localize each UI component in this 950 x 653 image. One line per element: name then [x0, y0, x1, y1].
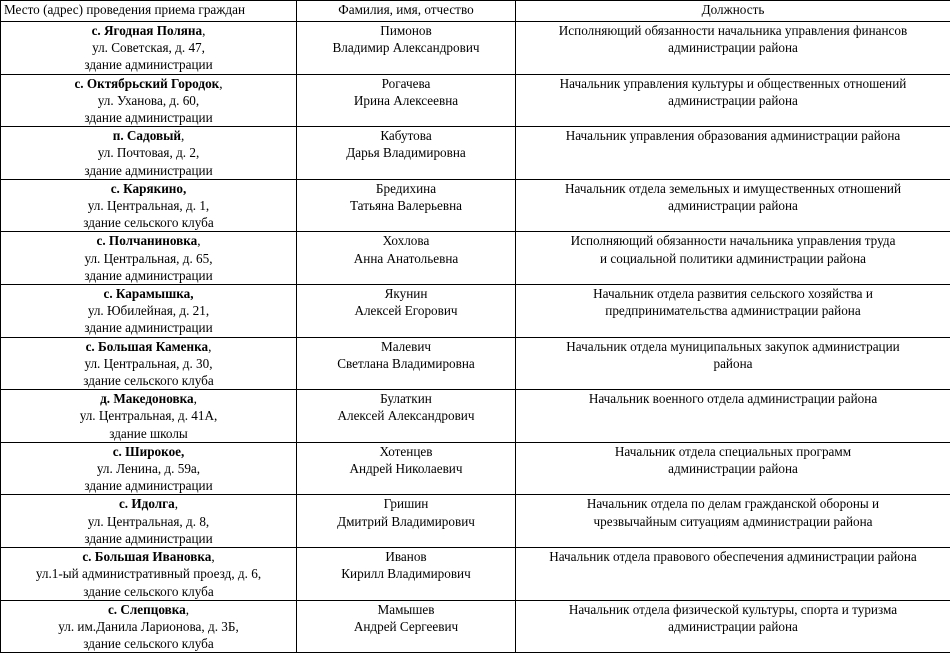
- place-cell: [1, 74, 297, 127]
- person-given-names: Алексей Александрович: [299, 407, 513, 424]
- street-address: ул. Центральная, д. 41А,: [3, 407, 294, 424]
- settlement-suffix: ,: [194, 391, 197, 406]
- person-given-names: Дмитрий Владимирович: [299, 513, 513, 530]
- person-surname: Кабутова: [299, 127, 513, 144]
- building-name: здание сельского клуба: [3, 635, 294, 652]
- settlement-name: д. Македоновка: [100, 391, 194, 406]
- settlement-suffix: ,: [181, 128, 184, 143]
- position-line-1: Исполняющий обязанности начальника управления труда: [518, 232, 948, 249]
- settlement-line: [3, 22, 294, 39]
- street-address: ул. Ленина, д. 59а,: [3, 460, 294, 477]
- position-cell: [516, 337, 950, 390]
- settlement-name: с. Большая Ивановка: [82, 549, 211, 564]
- position-cell: [516, 74, 950, 127]
- settlement-name: с. Октябрьский Городок: [74, 76, 219, 91]
- table-row: [1, 390, 950, 443]
- person-surname: Рогачева: [299, 75, 513, 92]
- table-row: [1, 232, 950, 285]
- street-address: ул. Центральная, д. 1,: [3, 197, 294, 214]
- place-cell: [1, 127, 297, 180]
- street-address: ул. Уханова, д. 60,: [3, 92, 294, 109]
- position-line-2: предпринимательства администрации района: [518, 302, 948, 319]
- building-name: здание администрации: [3, 267, 294, 284]
- table-row: [1, 548, 950, 601]
- street-address: ул. Центральная, д. 8,: [3, 513, 294, 530]
- position-line-2: района: [518, 355, 948, 372]
- settlement-line: [3, 443, 294, 460]
- position-line-1: Начальник отдела правового обеспечения администрации района: [518, 548, 948, 565]
- person-surname: Малевич: [299, 338, 513, 355]
- settlement-suffix: ,: [186, 602, 189, 617]
- settlement-line: [3, 285, 294, 302]
- settlement-name: с. Полчаниновка: [96, 233, 197, 248]
- settlement-suffix: ,: [208, 339, 211, 354]
- position-cell: [516, 548, 950, 601]
- person-cell: [297, 127, 516, 180]
- settlement-suffix: ,: [211, 549, 214, 564]
- position-line-1: Начальник отдела по делам гражданской обороны и: [518, 495, 948, 512]
- position-cell: [516, 127, 950, 180]
- header-name: Фамилия, имя, отчество: [297, 1, 516, 22]
- table-body: [1, 22, 950, 653]
- table-row: [1, 495, 950, 548]
- person-given-names: Андрей Николаевич: [299, 460, 513, 477]
- position-line-1: Начальник отдела развития сельского хозяйства и: [518, 285, 948, 302]
- building-name: здание администрации: [3, 477, 294, 494]
- position-line-1: Начальник военного отдела администрации района: [518, 390, 948, 407]
- table-row: [1, 600, 950, 653]
- position-cell: [516, 285, 950, 338]
- position-line-2: администрации района: [518, 460, 948, 477]
- building-name: здание администрации: [3, 530, 294, 547]
- position-cell: [516, 442, 950, 495]
- position-line-2: администрации района: [518, 39, 948, 56]
- person-surname: Мамышев: [299, 601, 513, 618]
- street-address: ул.1-ый административный проезд, д. 6,: [3, 565, 294, 582]
- position-line-1: Начальник отдела физической культуры, спорта и туризма: [518, 601, 948, 618]
- person-cell: [297, 337, 516, 390]
- building-name: здание школы: [3, 425, 294, 442]
- settlement-name: с. Слепцовка: [108, 602, 186, 617]
- place-cell: [1, 442, 297, 495]
- table-row: [1, 337, 950, 390]
- position-line-2: чрезвычайным ситуациям администрации района: [518, 513, 948, 530]
- position-line-1: Начальник управления образования администрации района: [518, 127, 948, 144]
- table-row: [1, 127, 950, 180]
- place-cell: [1, 179, 297, 232]
- position-cell: [516, 22, 950, 75]
- building-name: здание сельского клуба: [3, 214, 294, 231]
- settlement-line: [3, 338, 294, 355]
- settlement-suffix: ,: [197, 233, 200, 248]
- position-line-1: Начальник отдела земельных и имущественных отношений: [518, 180, 948, 197]
- settlement-name: с. Карамышка,: [103, 286, 193, 301]
- table-row: [1, 442, 950, 495]
- settlement-name: п. Садовый: [113, 128, 181, 143]
- header-position: Должность: [516, 1, 950, 22]
- position-cell: [516, 600, 950, 653]
- settlement-line: [3, 601, 294, 618]
- position-cell: [516, 390, 950, 443]
- person-given-names: Татьяна Валерьевна: [299, 197, 513, 214]
- person-given-names: Андрей Сергеевич: [299, 618, 513, 635]
- settlement-line: [3, 127, 294, 144]
- person-cell: [297, 390, 516, 443]
- person-given-names: Светлана Владимировна: [299, 355, 513, 372]
- settlement-line: [3, 232, 294, 249]
- person-surname: Булаткин: [299, 390, 513, 407]
- place-cell: [1, 390, 297, 443]
- person-cell: [297, 179, 516, 232]
- place-cell: [1, 495, 297, 548]
- person-surname: Иванов: [299, 548, 513, 565]
- person-cell: [297, 495, 516, 548]
- person-surname: Гришин: [299, 495, 513, 512]
- person-cell: [297, 285, 516, 338]
- person-given-names: Владимир Александрович: [299, 39, 513, 56]
- settlement-name: с. Идолга: [119, 496, 175, 511]
- person-surname: Пимонов: [299, 22, 513, 39]
- person-surname: Хохлова: [299, 232, 513, 249]
- place-cell: [1, 285, 297, 338]
- position-cell: [516, 495, 950, 548]
- table-header-row: [1, 1, 950, 22]
- place-cell: [1, 337, 297, 390]
- position-line-1: Начальник управления культуры и общественных отношений: [518, 75, 948, 92]
- settlement-line: [3, 390, 294, 407]
- person-cell: [297, 22, 516, 75]
- building-name: здание администрации: [3, 162, 294, 179]
- building-name: здание сельского клуба: [3, 583, 294, 600]
- street-address: ул. Почтовая, д. 2,: [3, 144, 294, 161]
- person-given-names: Анна Анатольевна: [299, 250, 513, 267]
- table-row: [1, 74, 950, 127]
- position-line-2: администрации района: [518, 197, 948, 214]
- street-address: ул. Советская, д. 47,: [3, 39, 294, 56]
- street-address: ул. им.Данила Ларионова, д. 3Б,: [3, 618, 294, 635]
- person-cell: [297, 442, 516, 495]
- settlement-suffix: ,: [202, 23, 205, 38]
- table-row: [1, 179, 950, 232]
- place-cell: [1, 22, 297, 75]
- building-name: здание администрации: [3, 319, 294, 336]
- place-cell: [1, 232, 297, 285]
- position-cell: [516, 179, 950, 232]
- settlement-name: с. Ягодная Поляна: [92, 23, 203, 38]
- settlement-name: с. Широкое,: [113, 444, 185, 459]
- position-line-2: администрации района: [518, 618, 948, 635]
- table-row: [1, 22, 950, 75]
- place-cell: [1, 548, 297, 601]
- settlement-line: [3, 495, 294, 512]
- position-line-1: Исполняющий обязанности начальника управления финансов: [518, 22, 948, 39]
- position-line-1: Начальник отдела муниципальных закупок администрации: [518, 338, 948, 355]
- street-address: ул. Центральная, д. 30,: [3, 355, 294, 372]
- settlement-line: [3, 75, 294, 92]
- place-cell: [1, 600, 297, 653]
- position-line-2: и социальной политики администрации района: [518, 250, 948, 267]
- settlement-suffix: ,: [175, 496, 178, 511]
- settlement-suffix: ,: [219, 76, 222, 91]
- person-given-names: Дарья Владимировна: [299, 144, 513, 161]
- building-name: здание администрации: [3, 56, 294, 73]
- person-surname: Бредихина: [299, 180, 513, 197]
- person-given-names: Ирина Алексеевна: [299, 92, 513, 109]
- street-address: ул. Центральная, д. 65,: [3, 250, 294, 267]
- person-given-names: Кирилл Владимирович: [299, 565, 513, 582]
- position-line-1: Начальник отдела специальных программ: [518, 443, 948, 460]
- building-name: здание сельского клуба: [3, 372, 294, 389]
- settlement-line: [3, 548, 294, 565]
- table-row: [1, 285, 950, 338]
- person-cell: [297, 548, 516, 601]
- person-cell: [297, 74, 516, 127]
- person-surname: Якунин: [299, 285, 513, 302]
- person-cell: [297, 600, 516, 653]
- settlement-name: с. Карякино,: [111, 181, 187, 196]
- settlement-line: [3, 180, 294, 197]
- building-name: здание администрации: [3, 109, 294, 126]
- person-cell: [297, 232, 516, 285]
- position-cell: [516, 232, 950, 285]
- person-given-names: Алексей Егорович: [299, 302, 513, 319]
- settlement-name: с. Большая Каменка: [86, 339, 209, 354]
- header-place: Место (адрес) проведения приема граждан: [1, 1, 297, 22]
- person-surname: Хотенцев: [299, 443, 513, 460]
- position-line-2: администрации района: [518, 92, 948, 109]
- street-address: ул. Юбилейная, д. 21,: [3, 302, 294, 319]
